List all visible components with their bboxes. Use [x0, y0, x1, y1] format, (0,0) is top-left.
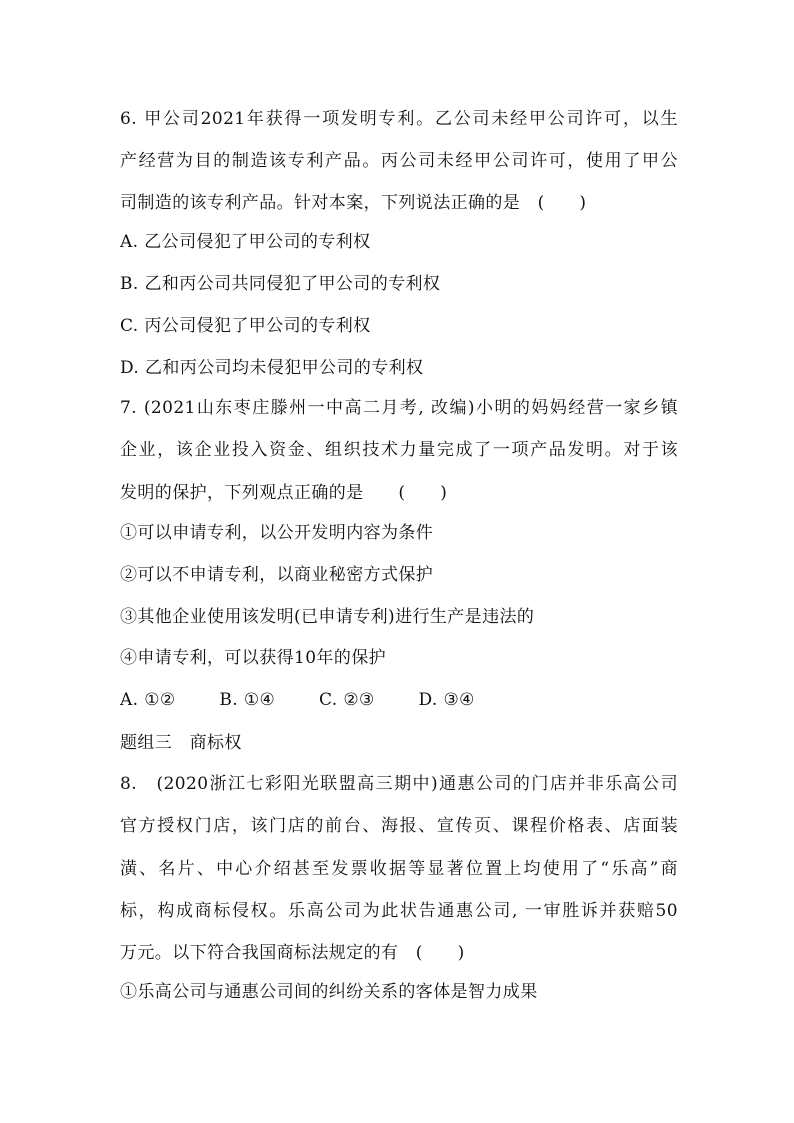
q7-statement-2: ②可以不申请专利，以商业秘密方式保护	[120, 565, 434, 585]
q6-stem-line-2: 产经营为目的制造该专利产品。丙公司未经甲公司许可，使用了甲公	[120, 151, 678, 171]
q7-options-row	[120, 688, 475, 712]
q6-option-c: C. 丙公司侵犯了甲公司的专利权	[120, 316, 371, 336]
q7-stem-line-1: 7. (2021山东枣庄滕州一中高二月考, 改编)小明的妈妈经营一家乡镇	[120, 398, 678, 418]
q8-stem-line-3: 潢、名片、中心介绍甚至发票收据等显著位置上均使用了“乐高”商	[120, 859, 678, 879]
q8-stem-line-4: 标，构成商标侵权。乐高公司为此状告通惠公司, 一审胜诉并获赔50	[120, 901, 678, 921]
q8-statement-1: ①乐高公司与通惠公司间的纠纷关系的客体是智力成果	[120, 982, 538, 1002]
q6-option-d: D. 乙和丙公司均未侵犯甲公司的专利权	[120, 358, 424, 378]
q6-stem-line-3: 司制造的该专利产品。针对本案，下列说法正确的是 ( )	[120, 193, 587, 213]
q7-option-c: C. ②③	[318, 690, 375, 710]
q7-statement-3: ③其他企业使用该发明(已申请专利)进行生产是违法的	[120, 607, 535, 627]
q7-option-d: D. ③④	[418, 690, 475, 710]
q8-stem-line-1: 8. (2020浙江七彩阳光联盟高三期中)通惠公司的门店并非乐高公司	[120, 774, 678, 794]
q6-stem-line-1: 6. 甲公司2021年获得一项发明专利。乙公司未经甲公司许可，以生	[120, 109, 678, 129]
q7-option-b: B. ①④	[219, 690, 276, 710]
q7-statement-4: ④申请专利，可以获得10年的保护	[120, 648, 387, 668]
q7-stem-line-3: 发明的保护，下列观点正确的是 ( )	[120, 483, 448, 503]
q6-option-a: A. 乙公司侵犯了甲公司的专利权	[120, 232, 371, 252]
q6-option-b: B. 乙和丙公司共同侵犯了甲公司的专利权	[120, 274, 441, 294]
q8-stem-line-2: 官方授权门店，该门店的前台、海报、宣传页、课程价格表、店面装	[120, 816, 678, 836]
q7-stem-line-2: 企业，该企业投入资金、组织技术力量完成了一项产品发明。对于该	[120, 440, 678, 460]
q7-option-a: A. ①②	[120, 690, 176, 710]
q8-stem-line-5: 万元。以下符合我国商标法规定的有 ( )	[120, 943, 465, 963]
q7-statement-1: ①可以申请专利，以公开发明内容为条件	[120, 523, 434, 543]
section-heading: 题组三 商标权	[120, 733, 242, 753]
